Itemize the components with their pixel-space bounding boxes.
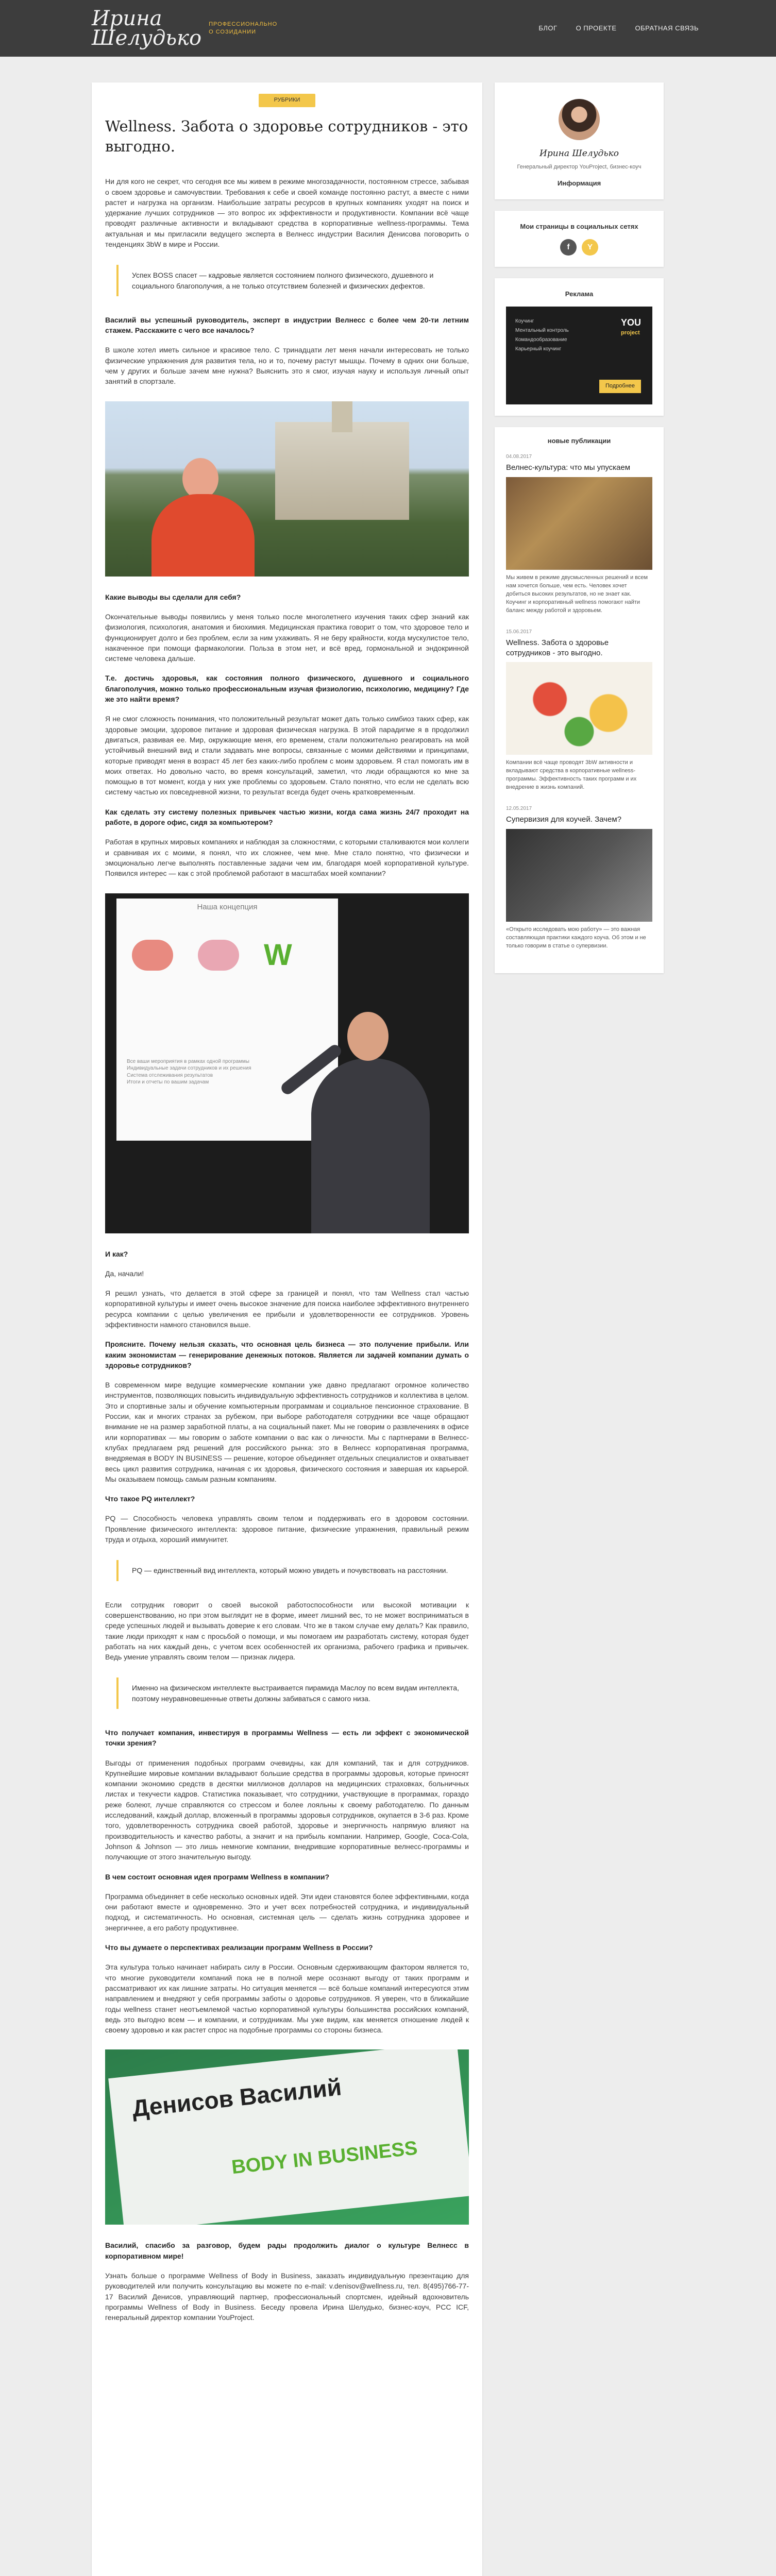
slide-title: Наша концепция	[197, 902, 258, 911]
sidebar	[495, 82, 664, 2576]
top-nav	[538, 24, 699, 33]
list-item[interactable]	[506, 805, 652, 951]
profile-subtitle: Генеральный директор YouProject, бизнес-коуч	[517, 163, 642, 170]
profile-name: Ирина Шелудько	[539, 148, 619, 159]
banner-shape	[108, 2049, 469, 2225]
question: Василий, спасибо за разговор, будем рады продолжить диалог о культуре Велнесс в корпоративном мире!	[105, 2241, 469, 2260]
paragraph: Выгоды от применения подобных программ очевидны, как для компаний, так и для сотрудников. Крупнейшие мировые компании вкладывают большие средства в программы здоровья, которые приносят компании экономию средств в десятки миллионов долларов на медицинских страховках, больничных листах и текучести кадров. Статистика показывает, что сотрудники, участвующие в программах, гораздо реже болеют, лучше справляются со стрессом и более лояльны к своему работодателю. По данным исследований, каждый доллар, вложенный в программы здоровья сотрудников, окупается в 3-6 раз. Кроме того, удовлетворенность сотрудника своей работой, здоровье и энергичность напрямую влияют на производительность и качество работы, а значит и на прибыль компании. Например, Google, Coca-Cola, Johnson & Johnson — это лишь немногие компании, внедрившие корпоративные велнесс-программы и получающие от этого значительную выгоду.	[105, 1758, 469, 1861]
paragraph: Ни для кого не секрет, что сегодня все мы живем в режиме многозадачности, постоянном стрессе, забывая о своем здоровье и самочувствии. Требования к себе и своей команде постоянно растут, а вместе с ними растет и нагрузка на организм. Наибольшие затраты ресурсов в крупных компаниях уходят на поиск и удержание лучших сотрудников — это вопрос их эффективности и продуктивности. Компании всё чаще проводят различные активности и вкладывают средства в корпоративные wellness-программы. Тема актуальная и мы пригласили ведущего эксперта в Велнесс индустрии Василия Денисова поговорить о тенденциях 3bW в мире и России.	[105, 177, 469, 248]
question: Что вы думаете о перспективах реализации программ Wellness в России?	[105, 1943, 373, 1952]
building-shape	[275, 422, 409, 520]
post-image[interactable]	[506, 477, 652, 570]
youproject-icon[interactable]: Y	[582, 239, 598, 256]
blockquote: Именно на физическом интеллекте выстраивается пирамида Маслоу по всем видам интеллекта, поэтому неуравновешенные ответы должны забиваться с самого низа.	[116, 1677, 469, 1709]
post-excerpt: Мы живем в режиме двусмысленных решений и всем нам хочется больше, чем есть. Человек хочет добиться высоких результатов, но не знает как. Коучинг и корпоративный wellness помогают найти баланс между работой и здоровьем.	[506, 574, 648, 614]
post-image[interactable]	[506, 662, 652, 755]
post-date: 15.06.2017	[506, 629, 532, 635]
speaker-shape	[296, 996, 450, 1233]
post-date: 12.05.2017	[506, 805, 532, 811]
profile-info-link[interactable]: Информация	[557, 179, 601, 187]
post-excerpt: Компании всё чаще проводят 3bW активности и вкладывают средства в корпоративные wellness-программы. Эффективность таких программ и их внедрение в жизнь компаний.	[506, 759, 637, 790]
post-title[interactable]: Супервизия для коучей. Зачем?	[506, 815, 621, 824]
profile-avatar	[559, 99, 600, 140]
paragraph: Узнать больше о программе Wellness of Body in Business, заказать индивидуальную презентацию для руководителей или получить консультацию вы можете по e-mail: v.denisov@wellness.ru, тел. 8(495)766-77-17 Василий Денисов, управляющий партнер, профессиональный спортсмен, идейный вдохновитель программы Wellness of Body in Business. Беседу провела Ирина Шелудько, бизнес-коуч, PCC ICF, генеральный директор компании YouProject.	[105, 2272, 469, 2322]
social-title: Мои страницы в социальных сетях	[520, 223, 638, 231]
ad-banner[interactable]	[506, 307, 652, 404]
ad-widget	[495, 278, 664, 416]
brain-icon	[132, 940, 173, 971]
question: Что получает компания, инвестируя в программы Wellness — есть ли эффект с экономической точки зрения?	[105, 1728, 469, 1748]
post-excerpt: «Открыто исследовать мою работу» — это важная составляющая практики каждого коуча. Об этом и не только говорим в статье о супервизии.	[506, 926, 646, 949]
blockquote: PQ — единственный вид интеллекта, который можно увидеть и почувствовать на расстоянии.	[116, 1560, 469, 1581]
article	[92, 82, 482, 2576]
site-logo[interactable]	[92, 9, 277, 48]
question: И как?	[105, 1249, 128, 1258]
person-shape	[141, 458, 260, 577]
facebook-icon[interactable]: f	[560, 239, 577, 256]
ad-title: Реклама	[565, 290, 594, 298]
slide-caption: Все ваши мероприятия в рамках одной программы Индивидуальные задачи сотрудников и их решения Система отслеживания результатов Итоги и отчеты по вашим задачам	[127, 1058, 251, 1085]
ad-stats: Коучинг Ментальный контроль Командообразование Карьерный коучинг	[515, 318, 569, 352]
question: Что такое PQ интеллект?	[105, 1495, 195, 1503]
banner-name: Денисов Василий	[130, 2073, 343, 2123]
site-header	[0, 0, 776, 57]
paragraph: Работая в крупных мировых компаниях и наблюдая за сложностями, с которыми сталкиваются мои коллеги и сравнивая их с моими, я понял, что их сложнее, чем мне. Мне стало понятно, что физически и эмоционально легче выполнять поставленные задачи чем им, благодаря моей корпоративной культуре. Появился интерес — как с этой проблемой работают в масштабах моей компании?	[105, 838, 469, 878]
post-title[interactable]: Wellness. Забота о здоровье сотрудников - это выгодно.	[506, 638, 609, 657]
article-photo-presentation	[105, 893, 469, 1233]
logo-name: Ирина Шелудько	[92, 7, 202, 50]
paragraph: Я решил узнать, что делается в этой сфере за границей и понял, что там Wellness стал частью корпоративной культуры и имеет очень высокое значение для поиска наиболее эффективного внутреннего ресурса компании с целью увеличения ее прибыли и удовлетворенности ее сотрудников. Уровень эффективности намного становился выше.	[105, 1289, 469, 1329]
paragraph: В школе хотел иметь сильное и красивое тело. С тринадцати лет меня начали интересовать не только физические упражнения для развития тела, но и то, почему растут мышцы. Почему в одних они больше, чем у других и больше зачем мне нужна? Выяснить это я смог, изучая науку и используя личный опыт занятий в спортзале.	[105, 346, 469, 386]
check-logo-icon: W	[264, 938, 292, 972]
article-photo-outdoor	[105, 401, 469, 577]
ad-brand: YOU project	[620, 317, 641, 336]
recent-title: новые публикации	[547, 437, 611, 445]
paragraph: Программа объединяет в себе несколько основных идей. Эти идеи становятся более эффективными, когда они работают вместе и одновременно. Это и учет всех потребностей сотрудника, и индивидуальный подход, и систематичность. Но основная, системная цель — сделать жизнь сотрудника здоровее и энергичнее, а его работу продуктивнее.	[105, 1892, 469, 1932]
category-badge[interactable]: РУБРИКИ	[259, 94, 315, 107]
logo-tagline: ПРОФЕССИОНАЛЬНО О СОЗИДАНИИ	[209, 21, 278, 35]
recent-posts-widget	[495, 427, 664, 973]
post-title[interactable]: Велнес-культура: что мы упускаем	[506, 463, 631, 472]
post-image[interactable]	[506, 829, 652, 922]
paragraph: В современном мире ведущие коммерческие компании уже давно предлагают огромное количество инструментов, позволяющих повысить индивидуальную эффективность сотрудников и коллектива в целом. Это и спортивные залы и обучение компьютерным программам и социальное пенсионное страхование. В России, как и многих странах за рубежом, при выборе работодателя сотрудники все чаще обращают внимание не на размер заработной платы, а на социальный пакет. Мы не говорим о развлечениях в офисе или корпоративах — мы говорим о заботе компании о вас как о личности. Мы с партнерами в Велнесс-клубах предлагаем ряд решений для российского рынка: это в Велнесс корпоративная программа, внедряемая в BODY IN BUSINESS — решение, которое объединяет отдельных специалистов и охватывает весь цикл развития сотрудника, начиная с их здоровья, физического состояния и завершая их карьерой. Мы оказываем помощь самым разным компаниям.	[105, 1381, 469, 1483]
question: Проясните. Почему нельзя сказать, что основная цель бизнеса — это получение прибыли. Или каким экономистам — генерирование денежных потоков. Является ли задачей компании думать о здоровье сотрудников?	[105, 1340, 469, 1369]
list-item[interactable]	[506, 453, 652, 615]
question: Как сделать эту систему полезных привычек частью жизни, когда сама жизнь 24/7 проходит на работе, в дороге офис, сидя за компьютером?	[105, 807, 469, 827]
heart-icon	[198, 940, 239, 971]
article-photo-banner	[105, 2049, 469, 2225]
paragraph: Окончательные выводы появились у меня только после многолетнего изучения таких сфер знаний как физиология, психология, анатомия и биохимия. Медицинская практика говорит о том, что здоровое тело и функционирует долго и без проблем, если за ним ухаживать. Я не беру крайности, когда мускулистое тело, накаченное при помощи фармакологии. Польза в этом нет, и всё вред, гормональной и эндокринной системе человека дальше.	[105, 612, 469, 663]
banner-text: BODY IN BUSINESS	[230, 2137, 419, 2179]
question: Какие выводы вы сделали для себя?	[105, 592, 241, 601]
question: Т.е. достичь здоровья, как состояния полного физического, душевного и социального благополучия, можно только профессиональным изучая физиологию, психологию, медицину? Где же это найти время?	[105, 674, 469, 704]
paragraph: Если сотрудник говорит о своей высокой работоспособности или высокой мотивации к совершенствованию, но при этом выглядит не в форме, имеет лишний вес, то не может восприниматься в среде успешных людей и вызывать доверие к его словам. Что же в таком случае ему делать? Как правило, такие люди приходят к нам с просьбой о помощи, и мы помогаем им разработать систему, которая будет работать на них каждый день, с учетом всех особенностей их организма, рабочего графика и привычек. Ведь умение управлять своим телом — признак лидера.	[105, 1600, 469, 1662]
ad-more-button[interactable]: Подробнее	[599, 380, 641, 393]
paragraph: PQ — Способность человека управлять своим телом и поддерживать его в здоровом состоянии. Проявление физического интеллекта: здоровое питание, физические упражнения, правильный режим труда и отдыха, хороший иммунитет.	[105, 1514, 469, 1544]
list-item[interactable]	[506, 629, 652, 792]
paragraph: Да, начали!	[105, 1269, 144, 1278]
profile-widget	[495, 82, 664, 199]
nav-contact[interactable]: ОБРАТНАЯ СВЯЗЬ	[635, 24, 699, 32]
question: Василий вы успешный руководитель, эксперт в индустрии Велнесс с более чем 20-ти летним стажем. Расскажите с чего все началось?	[105, 315, 469, 335]
paragraph: Я не смог сложность понимания, что положительный результат может дать только симбиоз таких сфер, как здоровые эмоции, здоровое питание и здоровая физическая нагрузка. В этой парадигме я в продолжил двигаться, развивая ее. Мир, окружающие меня, его временем, стали положительно реагировать на мой устойчивый внешний вид и стали задавать мне вопросы, связанные с моими действиями и принципами, которые приводят меня в возраст 45 лет без каких-либо проблем с моим здоровьем. Я стал помогать им в моих ответах. Но довольно часто, во время консультаций, заметил, что люди обращаются ко мне за помощью в тот момент, когда у них уже проблемы со здоровьем. Стало понятно, что если не сделать всю систему частью их повседневной жизни, то результат всегда будет очень кратковременным.	[105, 715, 469, 796]
blockquote: Успех BOSS спасет — кадровые является состоянием полного физического, душевного и социального благополучия, а не только отсутствием болезней и физических дефектов.	[116, 265, 469, 296]
question: В чем состоит основная идея программ Wellness в компании?	[105, 1872, 330, 1881]
nav-about[interactable]: О ПРОЕКТЕ	[576, 24, 617, 32]
paragraph: Эта культура только начинает набирать силу в России. Основным сдерживающим фактором является то, что многие руководители компаний пока не в полной мере осознают выгоду от таких программ и рассматривают их как лишние затраты. Но ситуация меняется — всё больше компаний интересуются этим направлением и внедряют у себя программы заботы о здоровье сотрудников. Я уверен, что в ближайшие годы wellness станет неотъемлемой частью корпоративной культуры большинства российских компаний, ведь это выгодно всем — и компании, и сотрудникам. Мы уже видим, как меняется отношение людей к своему здоровью и как растет спрос на подобные программы со стороны бизнеса.	[105, 1963, 469, 2035]
article-title: Wellness. Забота о здоровье сотрудников - это выгодно.	[105, 117, 468, 156]
post-date: 04.08.2017	[506, 453, 532, 460]
social-widget	[495, 211, 664, 267]
nav-blog[interactable]: БЛОГ	[538, 24, 558, 32]
